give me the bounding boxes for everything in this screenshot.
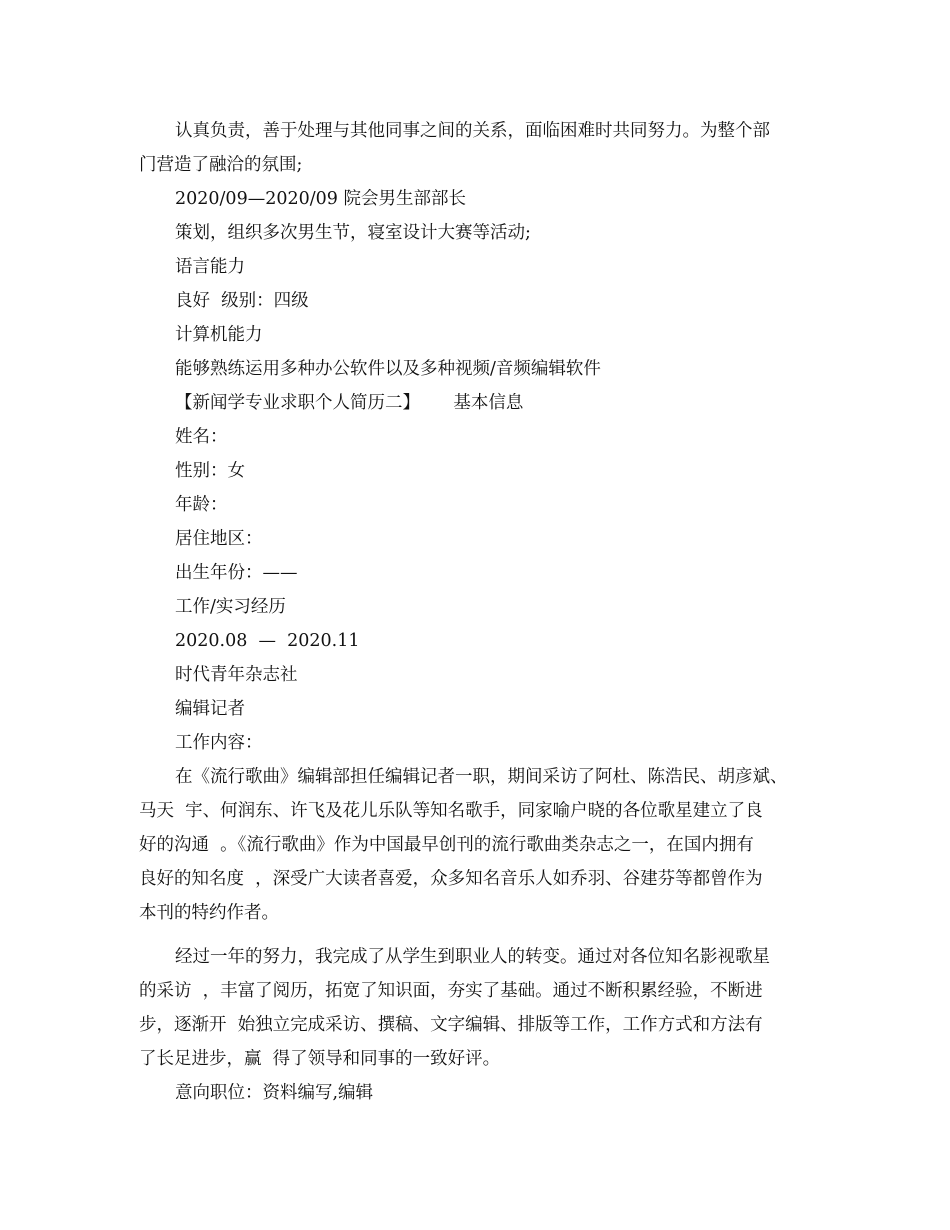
field-birth-year: 出生年份：—— [175,563,298,583]
field-name: 姓名： [175,427,228,447]
paragraph-line: 本刊的特约作者。 [139,903,279,923]
field-label: 工作内容： [175,733,263,753]
section-heading: 计算机能力 [175,325,263,345]
paragraph-line: 好的沟通 。《流行歌曲》作为中国最早创刊的流行歌曲类杂志之一，在国内拥有 [139,835,754,855]
job-title: 编辑记者 [175,699,245,719]
field-residence: 居住地区： [175,529,263,549]
resume-title: 【新闻学专业求职个人简历二】 基本信息 [175,393,524,413]
paragraph-line: 马天 宇、何润东、许飞及花儿乐队等知名歌手，同家喻户晓的各位歌星建立了良 [139,801,763,821]
paragraph-line: 在《流行歌曲》编辑部担任编辑记者一职，期间采访了阿杜、陈浩民、胡彦斌、 [175,767,788,787]
field-gender: 性别：女 [175,461,245,481]
paragraph-line: 的采访 ，丰富了阅历，拓宽了知识面，夯实了基础。通过不断积累经验，不断进 [139,981,763,1001]
paragraph-line: 能够熟练运用多种办公软件以及多种视频/音频编辑软件 [175,359,601,379]
paragraph-line: 良好的知名度 ，深受广大读者喜爱，众多知名音乐人如乔羽、谷建芬等都曾作为 [139,869,763,889]
paragraph-line: 良好 级别：四级 [175,291,309,311]
paragraph-line: 门营造了融洽的氛围; [139,155,303,175]
date-range: 2020.08 — 2020.11 [175,631,360,651]
field-age: 年龄： [175,495,228,515]
paragraph-line: 策划，组织多次男生节，寝室设计大赛等活动; [175,223,531,243]
paragraph-line: 了长足进步，赢 得了领导和同事的一致好评。 [139,1049,501,1069]
paragraph-line: 认真负责，善于处理与其他同事之间的关系，面临困难时共同努力。为整个部 [175,121,770,141]
section-heading: 工作/实习经历 [175,597,286,617]
paragraph-line: 步，逐渐开 始独立完成采访、撰稿、文字编辑、排版等工作，工作方式和方法有 [139,1015,763,1035]
company-name: 时代青年杂志社 [175,665,298,685]
section-heading: 语言能力 [175,257,245,277]
desired-position: 意向职位：资料编写,编辑 [175,1083,374,1103]
paragraph-line: 经过一年的努力，我完成了从学生到职业人的转变。通过对各位知名影视歌星 [175,947,770,967]
paragraph-line: 2020/09—2020/09 院会男生部部长 [175,189,466,209]
